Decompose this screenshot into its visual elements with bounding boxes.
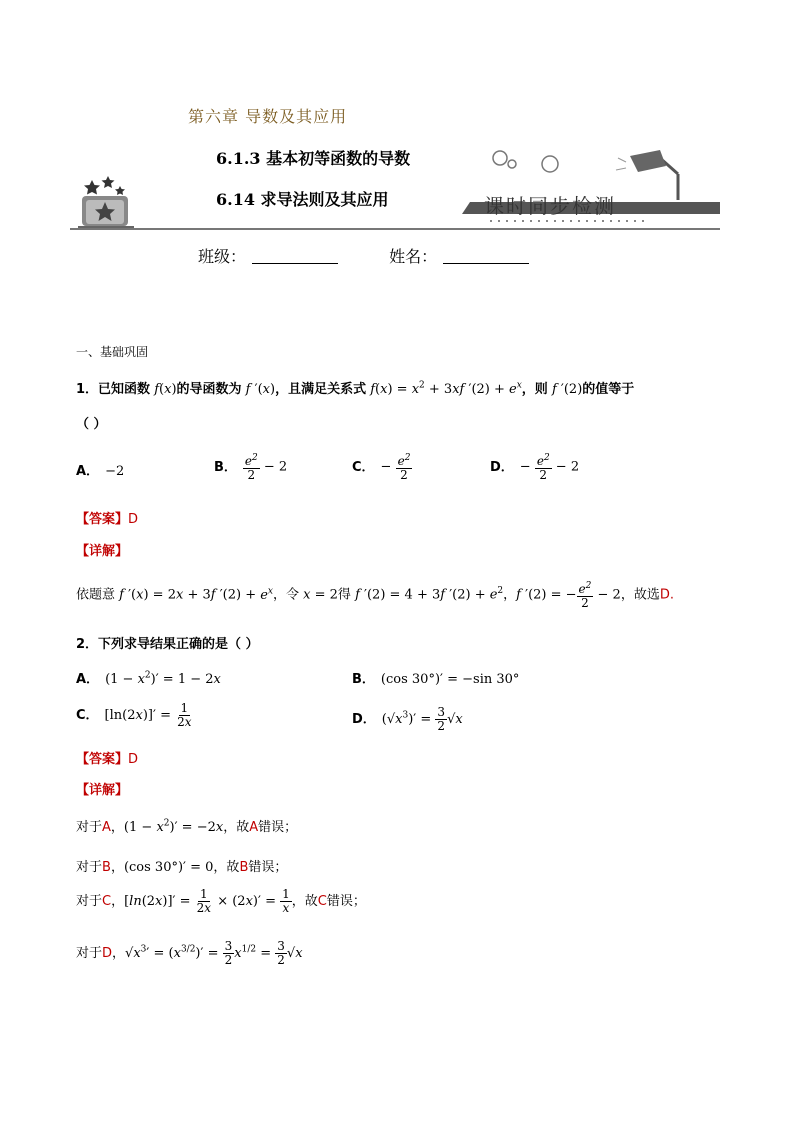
detail-letter: A xyxy=(102,820,111,835)
q2-detail-line-b: 对于B，(cos 30°)′ = 0，故B错误； xyxy=(76,860,288,875)
detail-text: 错误； xyxy=(258,820,298,835)
detail-text: ，故选 xyxy=(620,587,660,603)
bubble-icon xyxy=(508,160,516,168)
question-number: 2． xyxy=(76,637,99,652)
answer-value: D xyxy=(128,752,139,767)
student-info-line xyxy=(198,244,529,267)
q1-detail-tag: 【详解】 xyxy=(76,544,129,559)
detail-text: 依题意 xyxy=(76,587,116,603)
q2-detail-line-c: 对于C，[ln(2x)]′ = $\frac{1}{2x}$ × (2x)′ = $\frac{1}{x}$ ，故C错误； xyxy=(76,887,366,915)
chapter-title: 第六章 导数及其应用 xyxy=(188,107,348,126)
q2-option-c: C． [ln(2x)]′ = $\frac{1}{2x}$ xyxy=(76,701,192,729)
detail-text: ，故 xyxy=(223,820,250,835)
detail-letter: C xyxy=(317,894,327,909)
q2-detail-line-a: 对于A，$(1 - x^2)' = -2x$，故A错误； xyxy=(76,818,298,835)
detail-letter: B xyxy=(102,860,111,875)
answer-tag: 【答案】 xyxy=(76,752,129,767)
detail-letter: A xyxy=(249,820,259,835)
detail-text: 对于 xyxy=(76,946,103,961)
q2-detail-tag: 【详解】 xyxy=(76,783,129,798)
q-text: 的值等于 xyxy=(582,382,635,397)
detail-text: ，令 xyxy=(273,587,300,603)
option-label: D． xyxy=(490,459,514,475)
option-label: B． xyxy=(352,672,375,687)
answer-tag: 【答案】 xyxy=(76,512,129,527)
q1-option-d: D． − $\frac{e^2}{2}$ − 2 xyxy=(490,453,580,482)
question-1-text: 1．已知函数 f(x)的导函数为 f ′(x)，且满足关系式 $f(x) = x^2 + 3xf$ $'(2) + e^x$，则 f ′(2)的值等于 xyxy=(76,380,635,397)
bubble-icon xyxy=(542,156,558,172)
q-text: ，且满足关系式 xyxy=(275,382,367,397)
star-icon xyxy=(84,180,100,195)
q-text: ，则 xyxy=(521,382,548,397)
star-icon xyxy=(102,176,115,188)
detail-text: 对于 xyxy=(76,820,103,835)
q1-option-b: B． $\frac{e^2}{2}$ − 2 xyxy=(214,453,288,482)
q1-answer xyxy=(76,508,138,527)
detail-text: ，故 xyxy=(213,860,240,875)
q-text: 下列求导结果正确的是（ ） xyxy=(98,637,259,652)
section-title: 一、基础巩固 xyxy=(76,345,149,359)
lesson-title-2: 6.14 求导法则及其应用 xyxy=(216,190,389,209)
name-blank xyxy=(443,249,529,264)
name-label: 姓名： xyxy=(389,247,438,266)
q2-option-a: A． $(1 - x^2)' = 1 - 2x$ xyxy=(76,670,221,687)
detail-letter: D xyxy=(102,946,113,961)
detail-text: 错误； xyxy=(248,860,288,875)
question-number: 1． xyxy=(76,382,99,397)
detail-letter: C xyxy=(102,894,112,909)
q-text: 已知函数 xyxy=(98,382,151,397)
class-blank xyxy=(252,249,338,264)
badge-text: 课时同步检测 xyxy=(484,194,616,218)
detail-text: 错误； xyxy=(326,894,366,909)
detail-text: 对于 xyxy=(76,860,103,875)
q2-answer xyxy=(76,748,138,767)
option-label: B． xyxy=(214,459,237,475)
option-label: D． xyxy=(352,712,376,727)
detail-text: 得 xyxy=(337,587,351,603)
class-label: 班级： xyxy=(198,247,247,266)
option-label: C． xyxy=(352,459,375,475)
q-text: 的导函数为 xyxy=(176,382,242,397)
detail-choice: D. xyxy=(659,587,674,603)
option-label: C． xyxy=(76,708,99,723)
lesson-title-1: 6.1.3 基本初等函数的导数 xyxy=(216,149,411,168)
option-value: −2 xyxy=(105,464,125,479)
detail-text: ，故 xyxy=(291,894,318,909)
star-icon xyxy=(115,186,125,195)
q1-detail-line: 依题意 f ′(x) = 2x + 3f $'(2) + e^x$，令 x = 2得 f ′(2) = 4 + 3f $'(2) + e^2$，f ′(2) = − $\frac{e^2}{2}$ − 2，故选D. xyxy=(76,581,674,610)
detail-letter: B xyxy=(239,860,249,875)
q1-option-a xyxy=(76,460,124,479)
question-2-text xyxy=(76,633,259,652)
q2-detail-line-d: 对于D，$√x^3' = (x^{3/2})'$ = $\frac{3}{2}$ $x^{1/2}$ = $\frac{3}{2}$ √x xyxy=(76,939,303,967)
detail-text: 对于 xyxy=(76,894,103,909)
answer-value: D xyxy=(128,512,139,527)
question-1-paren: （ ） xyxy=(76,417,107,432)
q1-option-c: C． − $\frac{e^2}{2}$ xyxy=(352,453,411,482)
option-label: A． xyxy=(76,464,100,479)
bubble-icon xyxy=(493,151,507,165)
q2-option-b: B． (cos 30°)′ = −sin 30° xyxy=(352,672,520,687)
option-label: A． xyxy=(76,672,100,687)
q2-option-d: D． $(√x^3)'$ = $\frac{3}{2}$ √x xyxy=(352,705,463,733)
